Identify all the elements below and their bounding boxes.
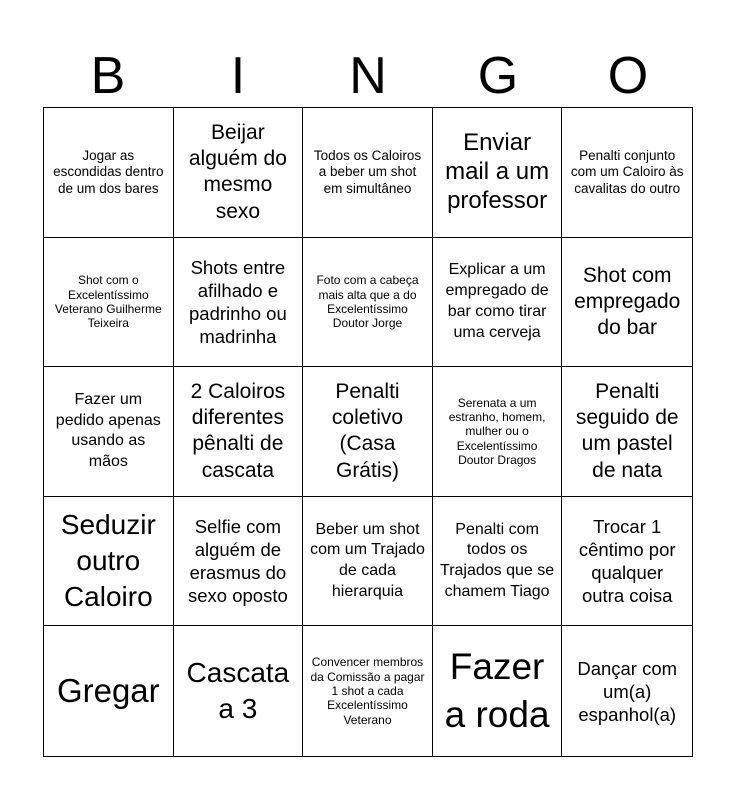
bingo-cell[interactable]: Selfie com alguém de erasmus do sexo oposto — [174, 497, 304, 627]
header-letter-g: G — [477, 47, 519, 105]
bingo-cell[interactable]: Shots entre afilhado e padrinho ou madrinha — [174, 238, 304, 368]
bingo-cell[interactable]: Foto com a cabeça mais alta que a do Excelentíssimo Doutor Jorge — [303, 238, 433, 368]
bingo-cell[interactable]: Penalti seguido de um pastel de nata — [562, 367, 692, 497]
bingo-cell[interactable]: Beber um shot com um Trajado de cada hierarquia — [303, 497, 433, 627]
bingo-cell[interactable]: Convencer membros da Comissão a pagar 1 shot a cada Excelentíssimo Veterano — [303, 626, 433, 756]
bingo-cell[interactable]: Enviar mail a um professor — [433, 108, 563, 238]
bingo-cell[interactable]: Penalti coletivo (Casa Grátis) — [303, 367, 433, 497]
bingo-cell[interactable]: Penalti com todos os Trajados que se chamem Tiago — [433, 497, 563, 627]
bingo-cell[interactable]: Shot com o Excelentíssimo Veterano Guilherme Teixeira — [44, 238, 174, 368]
bingo-cell[interactable]: Gregar — [44, 626, 174, 756]
bingo-header — [43, 45, 693, 107]
bingo-cell[interactable]: Seduzir outro Caloiro — [44, 497, 174, 627]
bingo-cell[interactable]: Fazer a roda — [433, 626, 563, 756]
bingo-cell[interactable]: Explicar a um empregado de bar como tirar uma cerveja — [433, 238, 563, 368]
bingo-cell[interactable]: Shot com empregado do bar — [562, 238, 692, 368]
header-letter-o: O — [607, 47, 649, 105]
bingo-cell[interactable]: Penalti conjunto com um Caloiro às cavalitas do outro — [562, 108, 692, 238]
bingo-cell[interactable]: Todos os Caloiros a beber um shot em simultâneo — [303, 108, 433, 238]
bingo-cell[interactable]: Trocar 1 cêntimo por qualquer outra coisa — [562, 497, 692, 627]
bingo-cell[interactable]: Dançar com um(a) espanhol(a) — [577, 657, 678, 725]
bingo-cell[interactable]: Jogar as escondidas dentro de um dos bares — [44, 108, 174, 238]
bingo-cell[interactable]: 2 Caloiros diferentes pênalti de cascata — [174, 367, 304, 497]
bingo-cell[interactable]: Cascata a 3 — [174, 626, 304, 756]
bingo-board — [43, 107, 693, 757]
bingo-cell[interactable]: Fazer um pedido apenas usando as mãos — [44, 367, 174, 497]
header-letter-b: B — [90, 47, 126, 105]
header-letter-i: I — [230, 47, 246, 105]
header-letter-n: N — [349, 47, 387, 105]
bingo-cell[interactable]: Serenata a um estranho, homem, mulher ou o Excelentíssimo Doutor Dragos — [433, 367, 563, 497]
bingo-cell[interactable]: Beijar alguém do mesmo sexo — [174, 108, 304, 238]
